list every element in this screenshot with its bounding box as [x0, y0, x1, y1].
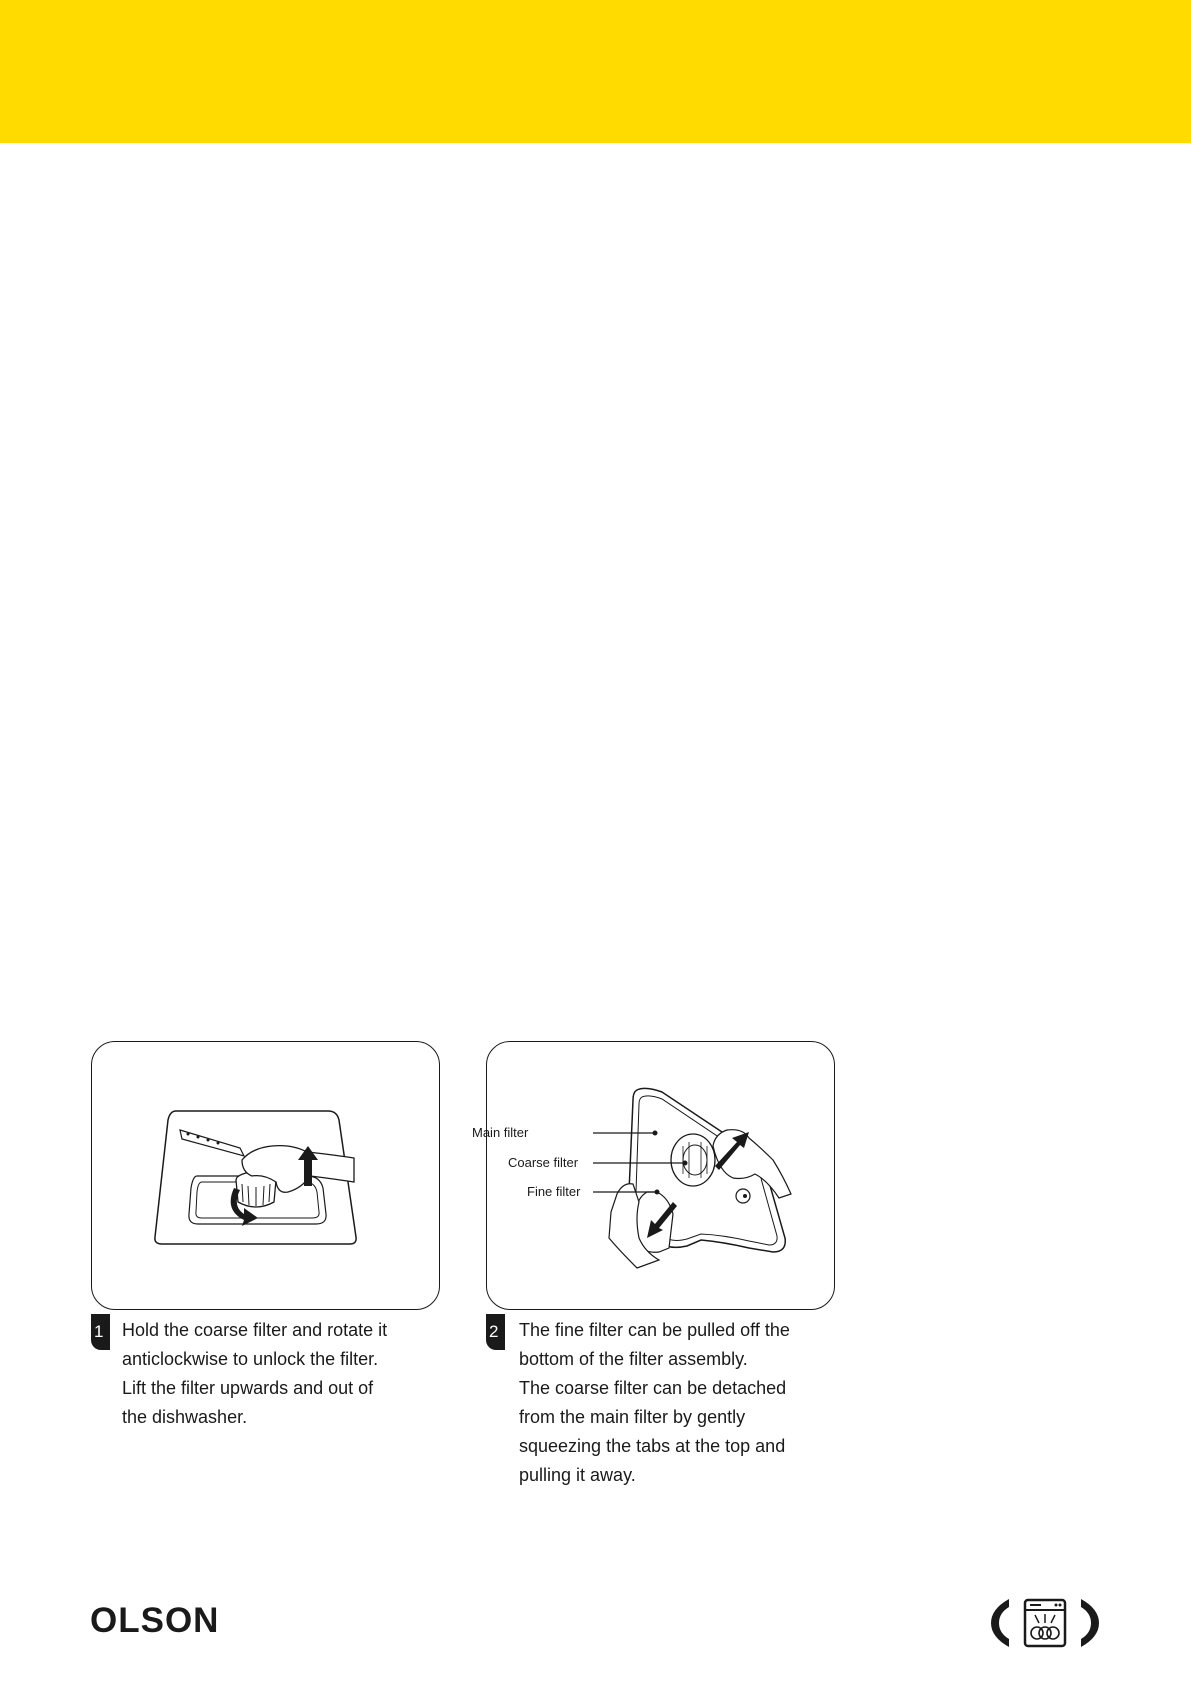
step-1-number: 1 [91, 1314, 110, 1350]
remove-coarse-filter-illustration [92, 1042, 439, 1309]
step-2-line: pulling it away. [519, 1465, 636, 1485]
step-2-line: The coarse filter can be detached [519, 1378, 787, 1398]
step-1-line: Lift the filter upwards and out of [122, 1378, 374, 1398]
brand-logo: OLSON [90, 1601, 220, 1640]
fine-filter-callout: Fine filter [527, 1184, 581, 1199]
step-2-line: squeezing the tabs at the top and [519, 1436, 786, 1456]
filter-assembly-illustration [487, 1042, 834, 1309]
step-1-line: the dishwasher. [122, 1407, 248, 1427]
dishwasher-icon [987, 1595, 1103, 1656]
step-1-illustration-panel [91, 1041, 440, 1310]
main-filter-callout: Main filter [472, 1125, 529, 1140]
step-2-line: The fine filter can be pulled off the [519, 1320, 790, 1340]
coarse-filter-callout: Coarse filter [508, 1155, 579, 1170]
step-1-line: Hold the coarse filter and rotate it [122, 1320, 388, 1340]
header-band [0, 0, 1191, 143]
step-1-line: anticlockwise to unlock the filter. [122, 1349, 379, 1369]
step-2-instructions [519, 1316, 790, 1490]
step-2-line: bottom of the filter assembly. [519, 1349, 748, 1369]
step-2-line: from the main filter by gently [519, 1407, 746, 1427]
step-2-illustration-panel [486, 1041, 835, 1310]
step-2-number: 2 [486, 1314, 505, 1350]
step-1-instructions [122, 1316, 387, 1432]
